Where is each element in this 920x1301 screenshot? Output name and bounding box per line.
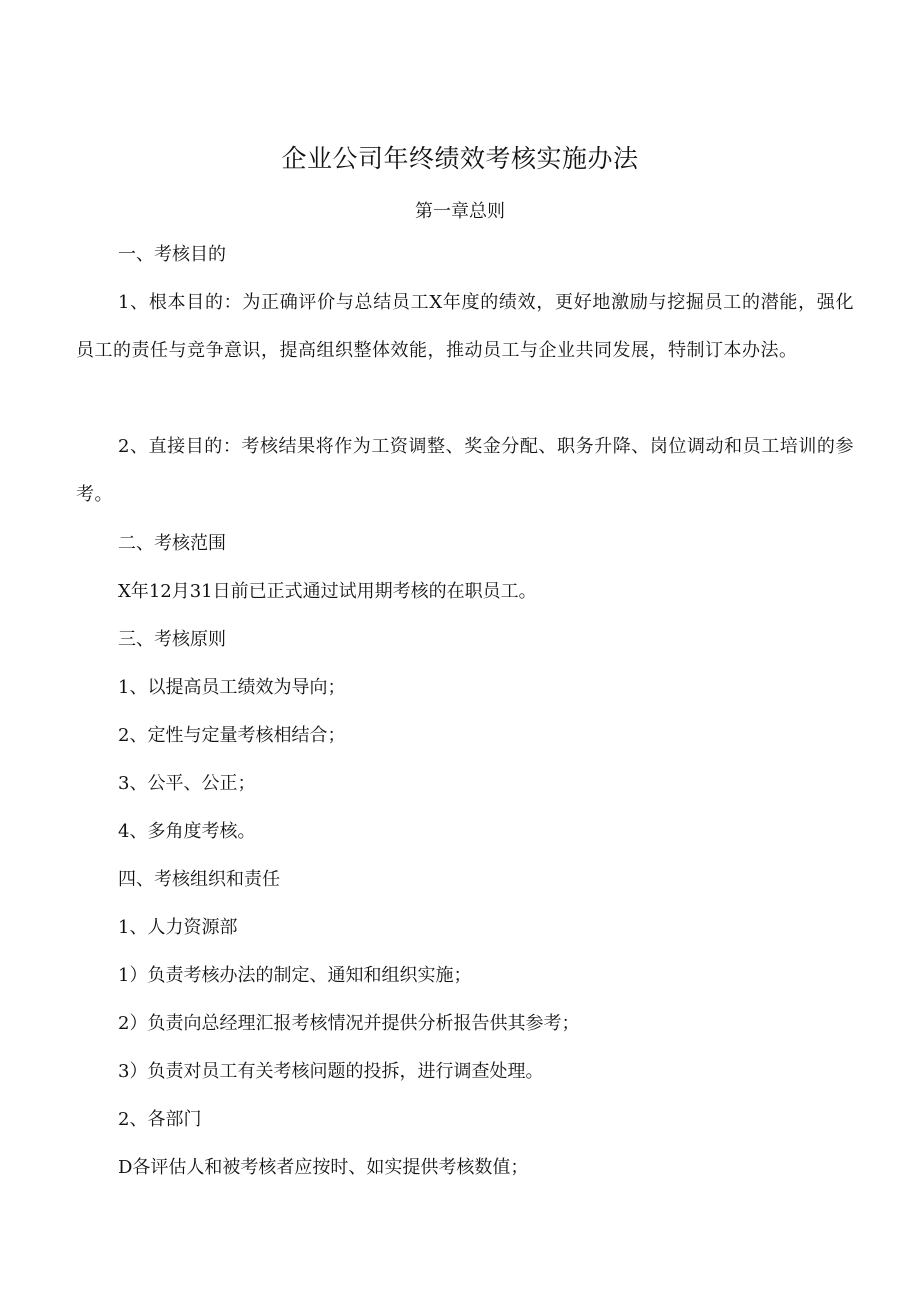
scope-text: X年12月31日前已正式通过试用期考核的在职员工。	[118, 581, 537, 602]
section-heading-organization: 四、考核组织和责任	[118, 869, 280, 890]
principle-item: 1、以提高员工绩效为导向；	[118, 677, 346, 698]
section-heading-principles: 三、考核原则	[118, 629, 226, 650]
department-duty-item: D各评估人和被考核者应按时、如实提供考核数值；	[118, 1157, 529, 1178]
subsection-hr-department: 1、人力资源部	[118, 917, 238, 938]
principle-item: 3、公平、公正；	[118, 773, 256, 794]
chapter-heading: 第一章总则	[415, 201, 505, 222]
section-heading-purpose: 一、考核目的	[118, 244, 226, 265]
subsection-departments: 2、各部门	[118, 1109, 202, 1130]
purpose-item-1: 1、根本目的：为正确评价与总结员工X年度的绩效，更好地激励与挖掘员工的潜能，强化员工的责任与竞争意识，提高组织整体效能，推动员工与企业共同发展，特制订本办法。	[76, 292, 854, 361]
purpose-item-2: 2、直接目的：考核结果将作为工资调整、奖金分配、职务升降、岗位调动和员工培训的参考。	[76, 436, 854, 505]
principle-item: 4、多角度考核。	[118, 821, 256, 842]
section-heading-scope: 二、考核范围	[118, 533, 226, 554]
document-title: 企业公司年终绩效考核实施办法	[281, 144, 639, 173]
hr-duty-item: 1）负责考核办法的制定、通知和组织实施；	[118, 965, 472, 986]
hr-duty-item: 2）负责向总经理汇报考核情况并提供分析报告供其参考；	[118, 1013, 580, 1034]
principle-item: 2、定性与定量考核相结合；	[118, 725, 346, 746]
hr-duty-item: 3）负责对员工有关考核问题的投拆，进行调查处理。	[118, 1061, 544, 1082]
